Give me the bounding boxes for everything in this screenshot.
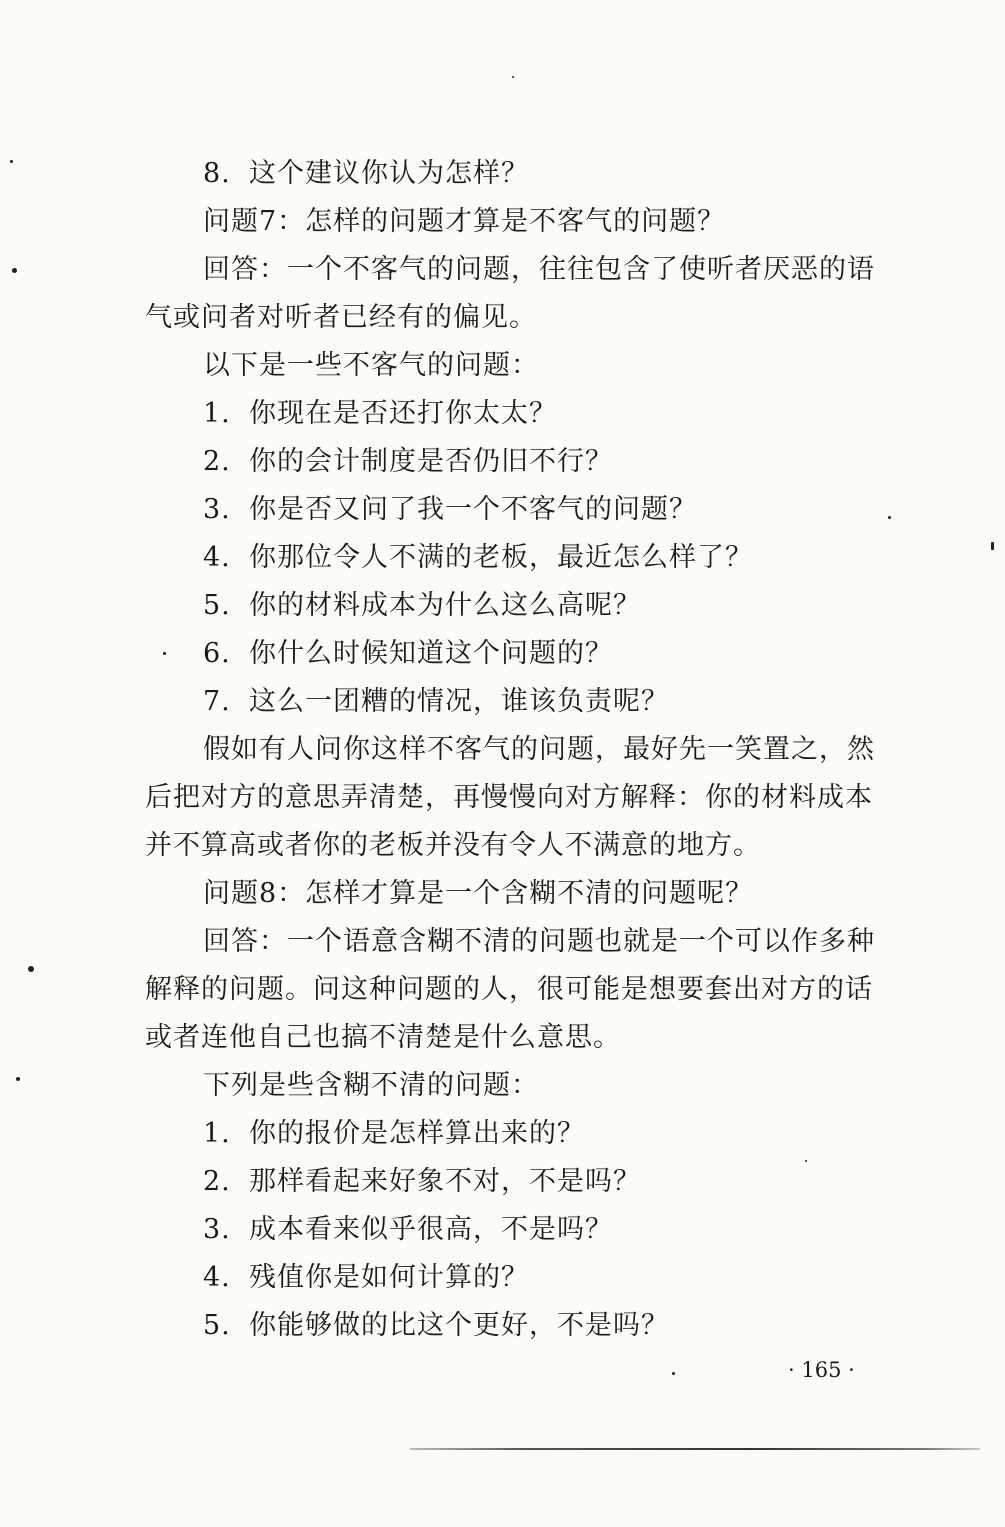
list-item: [203, 638, 613, 670]
item-text: 你的材料成本为什么这么高呢？: [249, 590, 641, 621]
scan-speck: [12, 268, 17, 273]
item-text: 那样看起来好象不对，不是吗？: [249, 1166, 641, 1197]
scan-speck: [991, 542, 994, 550]
item-text: 你能够做的比这个更好，不是吗？: [249, 1310, 669, 1341]
list-intro: 下列是些含糊不清的问题：: [203, 1070, 539, 1101]
item-text: 成本看来似乎很高，不是吗？: [249, 1214, 613, 1245]
paragraph-line: 解释的问题。问这种问题的人，很可能是想要套出对方的话: [145, 974, 873, 1005]
paragraph-line: 后把对方的意思弄清楚，再慢慢向对方解释：你的材料成本: [145, 782, 873, 813]
item-number: 5.: [203, 1310, 231, 1341]
paragraph-line: 并不算高或者你的老板并没有令人不满意的地方。: [145, 830, 761, 861]
item-text: 残值你是如何计算的？: [249, 1262, 529, 1293]
item-number: 1.: [203, 1118, 231, 1149]
question-heading: 问题8：怎样才算是一个含糊不清的问题呢？: [203, 878, 754, 909]
item-text: 你那位令人不满的老板，最近怎么样了？: [249, 542, 753, 573]
bottom-rule: [410, 1448, 980, 1450]
scan-speck: [805, 1160, 807, 1162]
paragraph-line: 或者连他自己也搞不清楚是什么意思。: [145, 1022, 621, 1053]
item-number: 3.: [203, 494, 231, 525]
item-number: 6.: [203, 638, 231, 669]
scan-speck: [888, 516, 891, 519]
list-item: [203, 542, 753, 574]
list-item: [203, 1118, 585, 1150]
scan-speck: [28, 966, 34, 972]
paragraph-line: 回答：一个语意含糊不清的问题也就是一个可以作多种: [203, 926, 875, 957]
scan-speck: [512, 76, 514, 78]
item-number: 5.: [203, 590, 231, 621]
item-text: 你什么时候知道这个问题的？: [249, 638, 613, 669]
item-text: 这么一团糟的情况，谁该负责呢？: [249, 686, 669, 717]
list-intro: 以下是一些不客气的问题：: [203, 350, 539, 381]
paragraph-line: 气或问者对听者已经有的偏见。: [145, 302, 537, 333]
item-text: 你的报价是怎样算出来的？: [249, 1118, 585, 1149]
item-text: 你的会计制度是否仍旧不行？: [249, 446, 613, 477]
item-text: 你是否又问了我一个不客气的问题？: [249, 494, 697, 525]
list-item: [203, 686, 669, 718]
scan-speck: [672, 1372, 675, 1375]
item-text: 你现在是否还打你太太？: [249, 398, 557, 429]
item-number: 1.: [203, 398, 231, 429]
item-number: 8.: [203, 158, 231, 189]
item-number: 4.: [203, 1262, 231, 1293]
list-item: [203, 494, 697, 526]
page-number: · 165 ·: [788, 1358, 855, 1382]
list-item: [203, 1262, 529, 1294]
scan-speck: [10, 160, 13, 163]
scan-speck: [16, 1077, 20, 1081]
list-item: [203, 1214, 613, 1246]
list-item: [203, 1166, 641, 1198]
item-number: 4.: [203, 542, 231, 573]
item-number: 2.: [203, 446, 231, 477]
scan-speck: [163, 652, 166, 655]
list-item: [203, 158, 529, 190]
question-heading: 问题7：怎样的问题才算是不客气的问题？: [203, 206, 726, 237]
list-item: [203, 446, 613, 478]
list-item: [203, 398, 557, 430]
item-number: 3.: [203, 1214, 231, 1245]
paragraph-line: 假如有人问你这样不客气的问题，最好先一笑置之，然: [203, 734, 875, 765]
item-text: 这个建议你认为怎样？: [249, 158, 529, 189]
list-item: [203, 1310, 669, 1342]
item-number: 7.: [203, 686, 231, 717]
paragraph-line: 回答：一个不客气的问题，往往包含了使听者厌恶的语: [203, 254, 875, 285]
list-item: [203, 590, 641, 622]
item-number: 2.: [203, 1166, 231, 1197]
